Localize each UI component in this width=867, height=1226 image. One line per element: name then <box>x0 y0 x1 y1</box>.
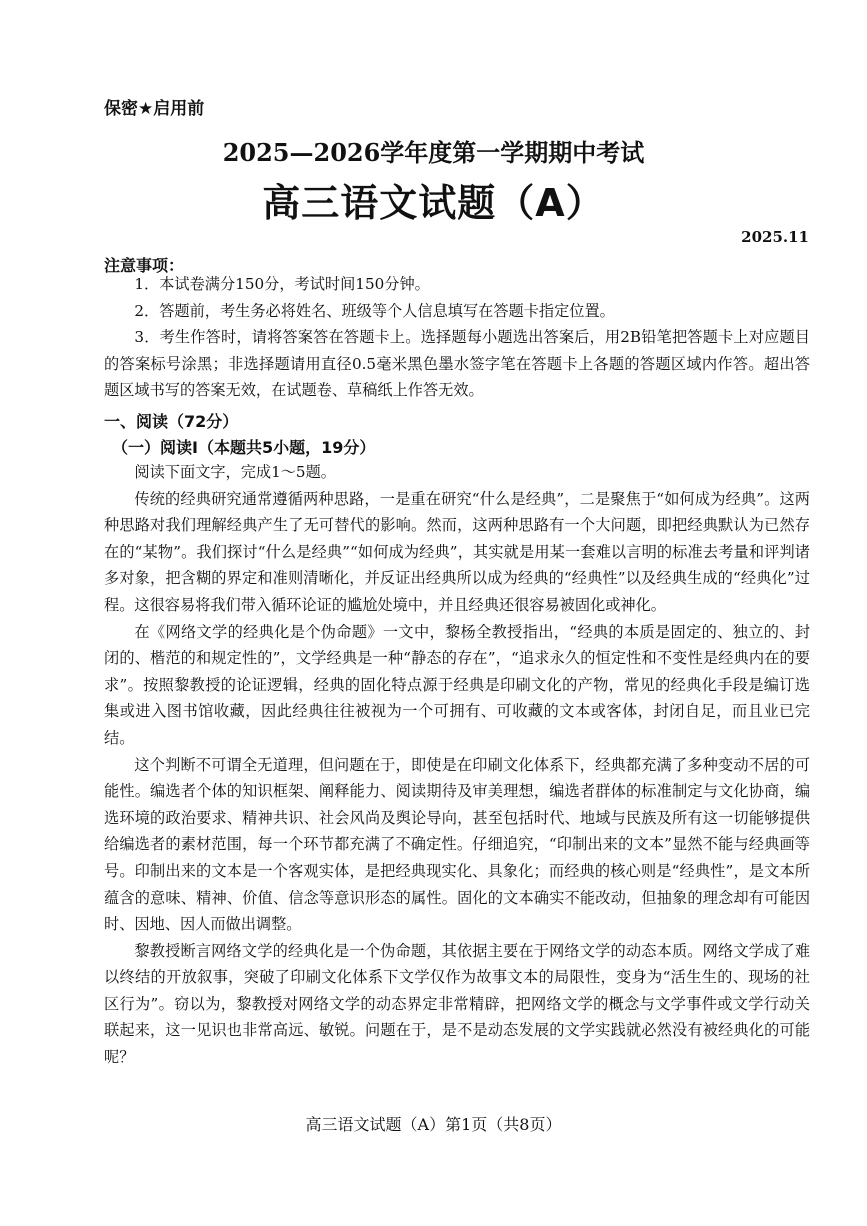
notice-list <box>104 271 810 404</box>
passage-paragraph: 传统的经典研究通常遵循两种思路，一是重在研究“什么是经典”，二是聚焦于“如何成为经典”。这两种思路对我们理解经典产生了无可替代的影响。然而，这两种思路有一个大问题，即把经典默认为已然存在的“某物”。我们探讨“什么是经典”“如何成为经典”，其实就是用某一套难以言明的标准去考量和评判诸多对象，把含糊的界定和准则清晰化，并反证出经典所以成为经典的“经典性”以及经典生成的“经典化”过程。这很容易将我们带入循环论证的尴尬处境中，并且经典还很容易被固化或神化。 <box>104 489 810 614</box>
reading-passage <box>104 459 810 1071</box>
paper-title: 高三语文试题（A） <box>262 181 605 225</box>
notice-heading: 注意事项： <box>104 256 185 275</box>
passage-paragraph: 黎教授断言网络文学的经典化是一个伪命题，其依据主要在于网络文学的动态本质。网络文学成了难以终结的开放叙事，突破了印刷文化体系下文学仅作为故事文本的局限性，变身为“活生生的、现场的社区行为”。窃以为，黎教授对网络文学的动态界定非常精辟，把网络文学的概念与文学事件或文学行动关联起来，这一见识也非常高远、敏锐。问题在于，是不是动态发展的文学实践就必然没有被经典化的可能呢？ <box>104 941 810 1067</box>
instruction-text: 阅读下面文字，完成1～5题。 <box>134 463 336 481</box>
notice-item: 2．答题前，考生务必将姓名、班级等个人信息填写在答题卡指定位置。 <box>134 301 615 320</box>
passage-paragraph: 在《网络文学的经典化是个伪命题》一文中，黎杨全教授指出，“经典的本质是固定的、独立的、封闭的、楷范的和规定性的”，文学经典是一种“静态的存在”，“追求永久的恒定性和不变性是经典内在的要求”。按照黎教授的论证逻辑，经典的固化特点源于经典是印刷文化的产物，常见的经典化手段是编订选集或进入图书馆收藏，因此经典往往被视为一个可拥有、可收藏的文本或客体，封闭自足，而且业已完结。 <box>104 622 810 747</box>
exam-title: 2025—2026学年度第一学期期中考试 <box>222 138 645 167</box>
page-footer: 高三语文试题（A）第1页（共8页） <box>305 1115 562 1134</box>
section-title: 一、阅读（72分） <box>104 412 239 431</box>
subsection-title: （一）阅读Ⅰ（本题共5小题，19分） <box>112 438 376 457</box>
notice-item: 1．本试卷满分150分，考试时间150分钟。 <box>134 275 430 293</box>
exam-date: 2025.11 <box>741 228 809 246</box>
notice-item: 3．考生作答时，请将答案答在答题卡上。选择题每小题选出答案后，用2B铅笔把答题卡上对应题目的答案标号涂黑；非选择题请用直径0.5毫米黑色墨水签字笔在答题卡上各题的答题区域内作答。超出答题区域书写的答案无效，在试题卷、草稿纸上作答无效。 <box>104 328 810 400</box>
confidential-label: 保密★启用前 <box>104 99 205 119</box>
passage-paragraph: 这个判断不可谓全无道理，但问题在于，即使是在印刷文化体系下，经典都充满了多种变动不居的可能性。编选者个体的知识框架、阐释能力、阅读期待及审美理想，编选者群体的标准制定与文化协商，编选环境的政治要求、精神共识、社会风尚及舆论导向，甚至包括时代、地域与民族及所有这一切能够提供给编选者的素材范围，每一个环节都充满了不确定性。仔细追究，“印制出来的文本”显然不能与经典画等号。印制出来的文本是一个客观实体，是把经典现实化、具象化；而经典的核心则是“经典性”，是文本所蕴含的意味、精神、价值、信念等意识形态的属性。固化的文本确实不能改动，但抽象的理念却有可能因时、因地、因人而做出调整。 <box>104 755 810 934</box>
